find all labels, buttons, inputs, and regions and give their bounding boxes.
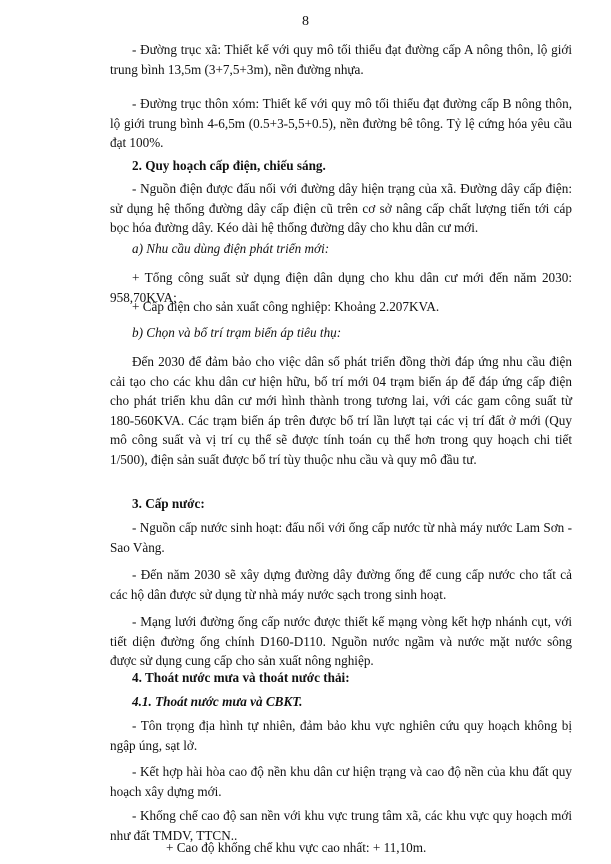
paragraph-elevation-harmony: - Kết hợp hài hòa cao độ nền khu dân cư hiện trạng và cao độ nền của khu đất quy hoạch xây dựng mới. [110, 764, 572, 799]
heading-drainage: 4. Thoát nước mưa và thoát nước thải: [132, 670, 350, 685]
paragraph-water-2030: - Đến năm 2030 sẽ xây dựng đường dây đường ống để cung cấp nước cho tất cả các hộ dân được sử dụng từ nhà máy nước sạch trong sinh hoạt. [110, 567, 572, 602]
paragraph-elevation-control: - Khống chế cao độ san nền với khu vực trung tâm xã, các khu vực quy hoạch mới như đất TMDV, TTCN.. [110, 808, 572, 843]
subheading-power-demand: a) Nhu cầu dùng điện phát triển mới: [132, 241, 330, 256]
page-number: 8 [302, 14, 309, 29]
subheading-substations: b) Chọn và bố trí trạm biến áp tiêu thụ: [132, 325, 342, 340]
paragraph-industrial-power: + Cấp điện cho sản xuất công nghiệp: Khoảng 2.207KVA. [132, 299, 440, 314]
paragraph-substations: Đến 2030 để đảm bảo cho việc dân số phát triển đồng thời đáp ứng nhu cầu điện cải tạo cho các khu dân cư hiện hữu, bố trí mới 04 trạm biến áp để đáp ứng cấp điện cho phát triển khu dân cư mới hình thành trong tương lai, với các gam công suất từ 180-560KVA. Các trạm biến áp trên được bố trí lần lượt tại các vị trí đất ở mới (Quy mô công suất và vị trí cụ thể sẽ được tính toán cụ thể hơn trong quy hoạch chi tiết 1/500), điện sản suất được bố trí tùy thuộc nhu cầu và quy mô đầu tư. [110, 354, 572, 467]
paragraph-residential-power: + Tổng công suất sử dụng điện dân dụng cho khu dân cư mới đến năm 2030: 958,70KVA; [110, 270, 572, 305]
heading-water-supply: 3. Cấp nước: [132, 496, 205, 511]
paragraph-road-commune: - Đường trục xã: Thiết kế với quy mô tối thiểu đạt đường cấp A nông thôn, lộ giới trung bình 13,5m (3+7,5+3m), nền đường nhựa. [110, 42, 572, 77]
paragraph-terrain: - Tôn trọng địa hình tự nhiên, đảm bảo khu vực nghiên cứu quy hoạch không bị ngập úng, sạt lở. [110, 718, 572, 753]
heading-power-lighting: 2. Quy hoạch cấp điện, chiếu sáng. [132, 158, 326, 173]
paragraph-road-village: - Đường trục thôn xóm: Thiết kế với quy mô tối thiểu đạt đường cấp B nông thôn, lộ giới trung bình 4-6,5m (0.5+3-5,5+0.5), nền đường bê tông. Tỷ lệ cứng hóa yêu cầu đạt 100%. [110, 96, 572, 150]
paragraph-max-elevation: + Cao độ khống chế khu vực cao nhất: + 11,10m. [166, 840, 427, 855]
paragraph-water-network: - Mạng lưới đường ống cấp nước được thiết kế mạng vòng kết hợp nhánh cụt, với tiết diện đường ống chính D160-D110. Nguồn nước ngầm và nước mặt nước sông được sử dụng cung cấp cho sản xuất nông nghiệp. [110, 614, 572, 668]
paragraph-power-source: - Nguồn điện được đấu nối với đường dây hiện trạng của xã. Đường dây cấp điện: sử dụng hệ thống đường dây cấp điện cũ trên cơ sở nâng cấp chất lượng tiến tới cáp bọc hóa đường dây. Kéo dài hệ thống đường dây cho khu dân cư mới. [110, 181, 572, 235]
paragraph-water-source: - Nguồn cấp nước sinh hoạt: đấu nối với ống cấp nước từ nhà máy nước Lam Sơn - Sao Vàng. [110, 520, 572, 555]
heading-rainwater: 4.1. Thoát nước mưa và CBKT. [132, 694, 303, 709]
